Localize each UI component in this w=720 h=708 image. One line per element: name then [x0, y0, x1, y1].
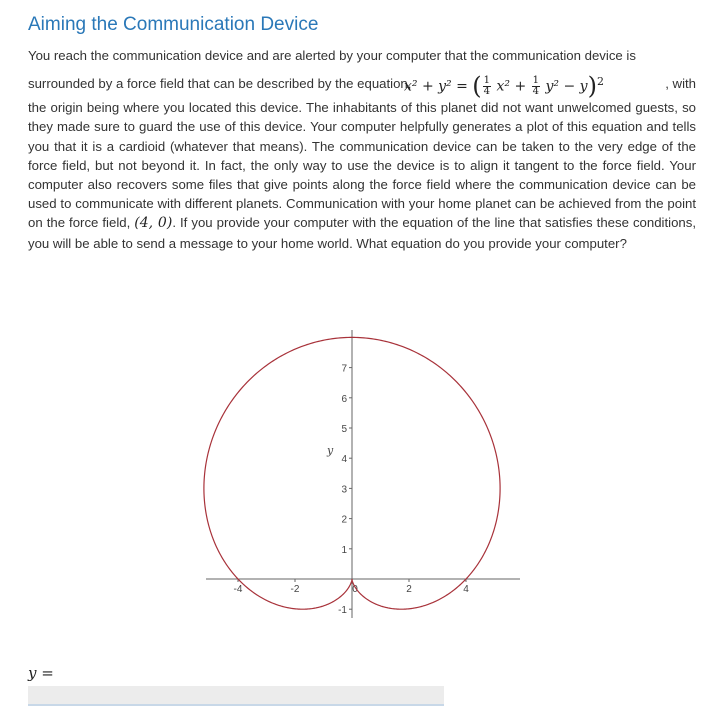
y-tick-label: 7	[341, 363, 347, 375]
equation-prefix: surrounded by a force field that can be described by the equation,	[28, 76, 412, 92]
close-paren: )	[587, 72, 597, 101]
x-tick-label: -4	[233, 584, 243, 595]
equation-suffix: , with	[665, 76, 696, 92]
equation-minus-y: − y	[563, 78, 588, 95]
equation-lhs: x² + y² =	[404, 78, 468, 95]
y-tick-label: 1	[341, 544, 347, 556]
problem-title: Aiming the Communication Device	[28, 14, 319, 35]
equation-line	[28, 65, 696, 101]
x-tick-label: 2	[406, 584, 412, 595]
y-tick-label: 5	[341, 424, 347, 435]
equation-outer-exponent: 2	[596, 75, 604, 89]
y-tick-label: 3	[341, 484, 347, 496]
y-tick-label: 4	[341, 454, 347, 466]
equation-x2: x²	[496, 78, 511, 95]
fraction-x: $\frac{1}{4}$	[483, 75, 491, 98]
fraction-y: $\frac{1}{4}$	[532, 75, 540, 98]
cardioid-equation	[404, 65, 604, 104]
open-paren: (	[472, 72, 482, 101]
x-tick-label: 4	[463, 584, 469, 595]
y-tick-label: 6	[341, 393, 347, 405]
x-tick-label: 0	[352, 584, 358, 595]
answer-input[interactable]	[28, 686, 444, 706]
answer-label: y =	[28, 664, 54, 682]
problem-text	[28, 46, 696, 253]
y-axis-label: y	[327, 444, 334, 457]
problem-question: . If you provide your computer with the equation of the line that satisfies these conditions, you will be able to send a message to your home world. What equation do you provide your computer?	[28, 215, 697, 251]
equation-plus: +	[514, 78, 527, 95]
cardioid-plot	[200, 316, 530, 636]
problem-body: the origin being where you located this device. The inhabitants of this planet did not want unwelcomed guests, so they made sure to guard the use of this device. Your computer helpfully generates a plot of this equation and tells you that it is a cardioid (whatever that means). The communication device can be taken to the very edge of the force field, but not beyond it. In fact, the only way to use the device is to align it tangent to the force field. Your computer also recovers some files that give points along the force field where the communication device can be used to communicate with different planets. Communication with your home planet can be achieved from the point on the force field,	[28, 100, 696, 231]
y-tick-labels	[338, 364, 352, 617]
problem-line-1: You reach the communication device and are alerted by your computer that the communication device is	[28, 48, 636, 63]
x-tick-label: -2	[290, 584, 300, 595]
y-tick-label: -1	[338, 605, 347, 617]
equation-y2: y²	[545, 78, 560, 95]
target-point: (4, 0)	[134, 215, 173, 232]
y-tick-label: 2	[341, 514, 347, 526]
